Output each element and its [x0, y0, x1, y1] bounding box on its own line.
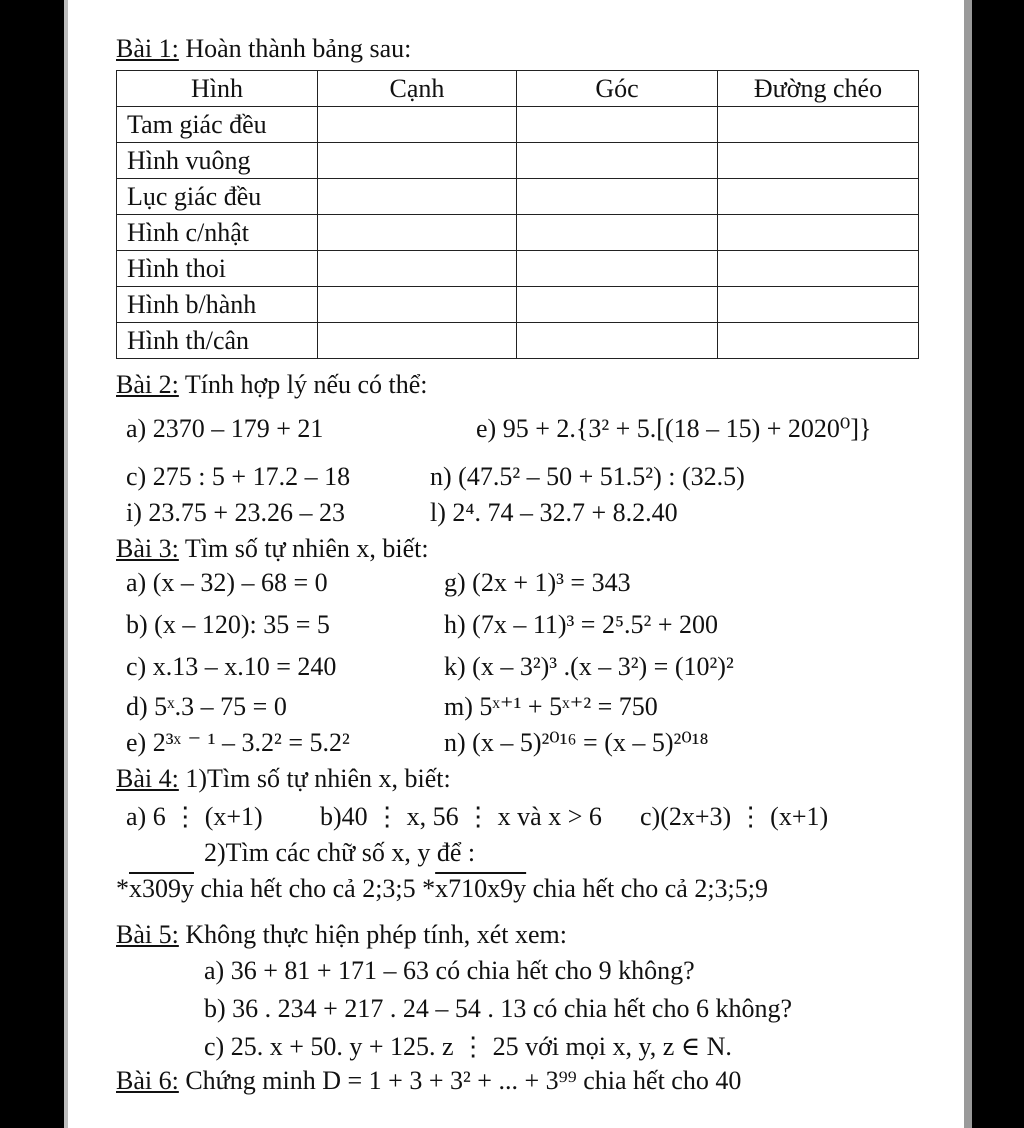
bai3-m: m) 5ˣ⁺¹ + 5ˣ⁺² = 750	[444, 692, 658, 721]
bai1-heading	[116, 34, 411, 64]
star2-text: chia hết cho cả 2;3;5;9	[526, 874, 768, 903]
bai3-title: Tìm số tự nhiên x, biết:	[178, 534, 429, 563]
row-label: Hình thoi	[117, 251, 318, 287]
bai3-g: g) (2x + 1)³ = 343	[444, 568, 631, 597]
bai3-heading	[116, 534, 429, 564]
star-bullet-1: *	[116, 874, 129, 903]
bai3-k: k) (x – 3²)³ .(x – 3²) = (10²)²	[444, 652, 734, 681]
bai6-heading	[116, 1066, 741, 1096]
row-label: Hình c/nhật	[117, 215, 318, 251]
bai5-a: a) 36 + 81 + 171 – 63 có chia hết cho 9 không?	[204, 956, 695, 985]
empty-cell[interactable]	[718, 215, 919, 251]
bai2-e: e) 95 + 2.{3² + 5.[(18 – 15) + 2020⁰]}	[476, 414, 872, 443]
bai1-title: Hoàn thành bảng sau:	[178, 34, 412, 63]
empty-cell[interactable]	[718, 143, 919, 179]
empty-cell[interactable]	[718, 251, 919, 287]
header-hinh: Hình	[117, 71, 318, 107]
bai3-d: d) 5ˣ.3 – 75 = 0	[126, 692, 287, 721]
empty-cell[interactable]	[517, 143, 718, 179]
bai4-a: a) 6 ⋮ (x+1)	[126, 802, 263, 831]
row-label: Hình vuông	[117, 143, 318, 179]
empty-cell[interactable]	[318, 107, 517, 143]
empty-cell[interactable]	[517, 215, 718, 251]
bai3-c: c) x.13 – x.10 = 240	[126, 652, 337, 681]
bai2-heading	[116, 370, 428, 400]
empty-cell[interactable]	[517, 323, 718, 359]
table-row	[117, 107, 919, 143]
worksheet-page	[64, 0, 972, 1128]
header-duong-cheo: Đường chéo	[718, 71, 919, 107]
table-row	[117, 215, 919, 251]
bai2-a: a) 2370 – 179 + 21	[126, 414, 324, 443]
table-row	[117, 251, 919, 287]
bai5-b: b) 36 . 234 + 217 . 24 – 54 . 13 có chia hết cho 6 không?	[204, 994, 793, 1023]
bai2-n: n) (47.5² – 50 + 51.5²) : (32.5)	[430, 462, 745, 491]
bai3-a: a) (x – 32) – 68 = 0	[126, 568, 328, 597]
table-row	[117, 323, 919, 359]
table-row	[117, 287, 919, 323]
table-header-row	[117, 71, 919, 107]
bai4-c: c)(2x+3) ⋮ (x+1)	[640, 802, 829, 831]
bai2-i: i) 23.75 + 23.26 – 23	[126, 498, 346, 527]
empty-cell[interactable]	[318, 143, 517, 179]
row-label: Hình b/hành	[117, 287, 318, 323]
bai4-heading	[116, 764, 451, 794]
star-bullet-2: *	[415, 874, 436, 903]
bai3-h: h) (7x – 11)³ = 2⁵.5² + 200	[444, 610, 718, 639]
empty-cell[interactable]	[318, 215, 517, 251]
bai4-title: 1)Tìm số tự nhiên x, biết:	[178, 764, 451, 793]
bai5-label: Bài 5:	[116, 920, 179, 949]
bai3-label: Bài 3:	[116, 534, 179, 563]
bai2-title: Tính hợp lý nếu có thể:	[178, 370, 428, 399]
empty-cell[interactable]	[318, 323, 517, 359]
empty-cell[interactable]	[517, 179, 718, 215]
bai4-star-line	[116, 874, 768, 904]
empty-cell[interactable]	[318, 179, 517, 215]
bai3-e: e) 2³ˣ ⁻ ¹ – 3.2² = 5.2²	[126, 728, 350, 757]
empty-cell[interactable]	[517, 287, 718, 323]
empty-cell[interactable]	[517, 251, 718, 287]
star2-number: x710x9y	[435, 874, 527, 903]
bai2-label: Bài 2:	[116, 370, 179, 399]
header-canh: Cạnh	[318, 71, 517, 107]
empty-cell[interactable]	[318, 251, 517, 287]
bai6-title: Chứng minh D = 1 + 3 + 3² + ... + 3⁹⁹ chia hết cho 40	[178, 1066, 742, 1095]
bai5-heading	[116, 920, 567, 950]
empty-cell[interactable]	[318, 287, 517, 323]
shape-table	[116, 70, 919, 359]
row-label: Tam giác đều	[117, 107, 318, 143]
star1-text: chia hết cho cả 2;3;5	[194, 874, 416, 903]
star1-number: x309y	[129, 874, 194, 903]
bai3-b: b) (x – 120): 35 = 5	[126, 610, 330, 639]
bai4-b: b)40 ⋮ x, 56 ⋮ x và x > 6	[320, 802, 602, 831]
empty-cell[interactable]	[718, 179, 919, 215]
bai2-c: c) 275 : 5 + 17.2 – 18	[126, 462, 351, 491]
bai4-sub2: 2)Tìm các chữ số x, y để :	[204, 838, 476, 867]
table-row	[117, 179, 919, 215]
bai3-n: n) (x – 5)²⁰¹⁶ = (x – 5)²⁰¹⁸	[444, 728, 709, 757]
empty-cell[interactable]	[718, 107, 919, 143]
bai5-c: c) 25. x + 50. y + 125. z ⋮ 25 với mọi x, y, z ∈ N.	[204, 1032, 732, 1061]
bai5-title: Không thực hiện phép tính, xét xem:	[178, 920, 567, 949]
bai2-l: l) 2⁴. 74 – 32.7 + 8.2.40	[430, 498, 678, 527]
bai1-label: Bài 1:	[116, 34, 179, 63]
empty-cell[interactable]	[517, 107, 718, 143]
bai6-label: Bài 6:	[116, 1066, 179, 1095]
empty-cell[interactable]	[718, 323, 919, 359]
header-goc: Góc	[517, 71, 718, 107]
row-label: Hình th/cân	[117, 323, 318, 359]
empty-cell[interactable]	[718, 287, 919, 323]
table-row	[117, 143, 919, 179]
bai4-label: Bài 4:	[116, 764, 179, 793]
row-label: Lục giác đều	[117, 179, 318, 215]
